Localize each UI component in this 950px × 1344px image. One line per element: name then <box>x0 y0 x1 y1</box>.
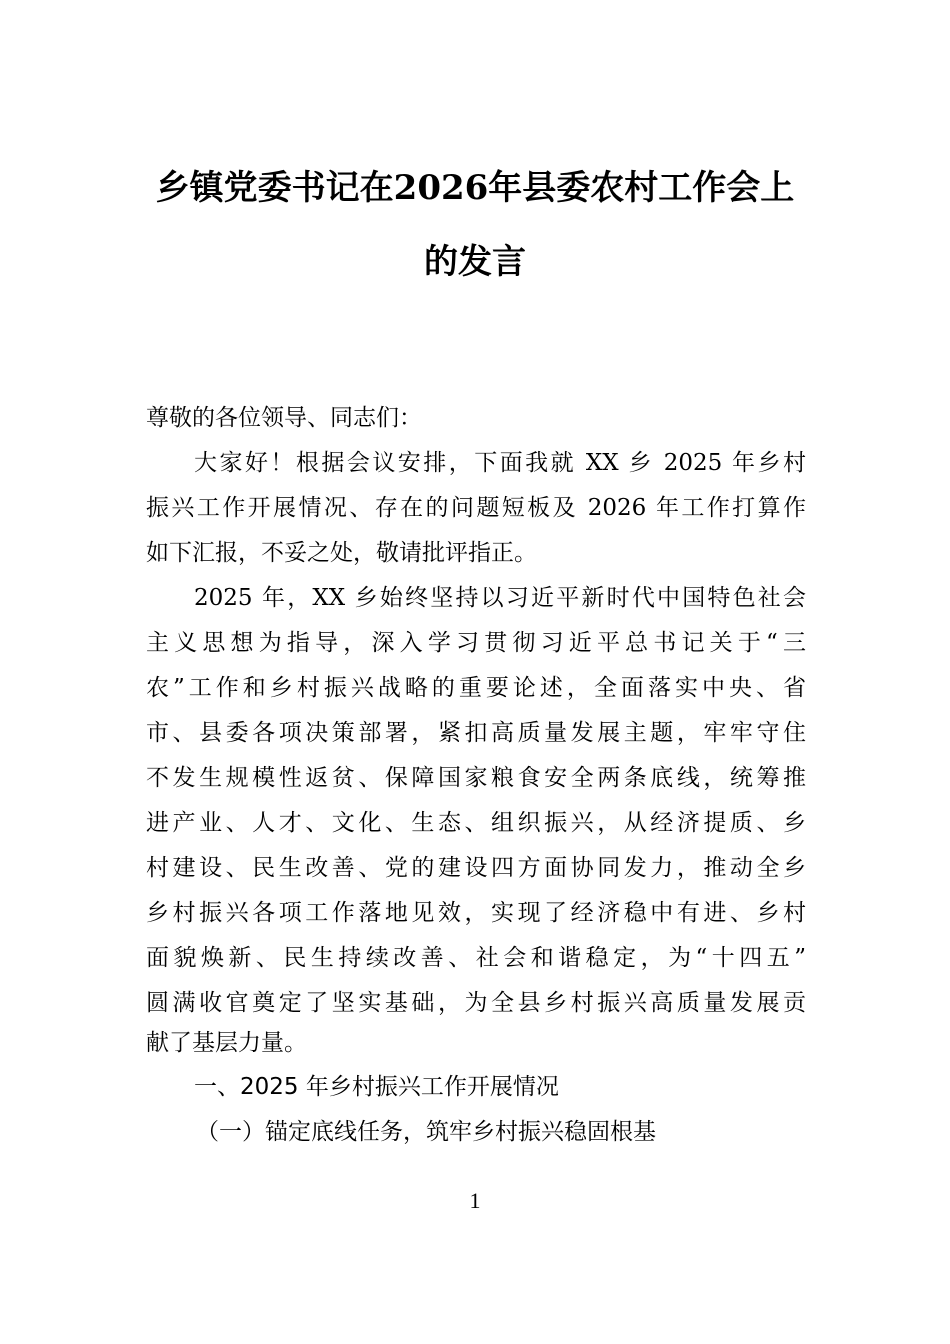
document-title-line-1: 乡镇党委书记在2026年县委农村工作会上 <box>155 168 795 208</box>
text-line: 乡村振兴各项工作落地见效，实现了经济稳中有进、乡村 <box>146 900 806 926</box>
section-heading-2: （一）锚定底线任务，筑牢乡村振兴稳固根基 <box>196 1119 656 1145</box>
page-number: 1 <box>469 1188 481 1213</box>
text-line: 村建设、民生改善、党的建设四方面协同发力，推动全乡 <box>146 855 806 881</box>
text-line: 市、县委各项决策部署，紧扣高质量发展主题，牢牢守住 <box>146 720 806 746</box>
document-title-line-2: 的发言 <box>424 242 526 282</box>
text-line: 面貌焕新、民生持续改善、社会和谐稳定，为“十四五” <box>146 945 806 971</box>
section-heading-1: 一、2025 年乡村振兴工作开展情况 <box>194 1074 559 1100</box>
text-line: 大家好！根据会议安排，下面我就 XX 乡 2025 年乡村 <box>194 450 806 476</box>
text-line: 进产业、人才、文化、生态、组织振兴，从经济提质、乡 <box>146 810 806 836</box>
text-line: 主义思想为指导，深入学习贯彻习近平总书记关于“三 <box>146 630 806 656</box>
salutation: 尊敬的各位领导、同志们： <box>146 405 422 431</box>
text-line: 献了基层力量。 <box>146 1030 307 1056</box>
text-line: 农”工作和乡村振兴战略的重要论述，全面落实中央、省 <box>146 675 806 701</box>
text-line: 如下汇报，不妥之处，敬请批评指正。 <box>146 540 537 566</box>
text-line: 振兴工作开展情况、存在的问题短板及 2026 年工作打算作 <box>146 495 806 521</box>
text-line: 不发生规模性返贫、保障国家粮食安全两条底线，统筹推 <box>146 765 806 791</box>
text-line: 圆满收官奠定了坚实基础，为全县乡村振兴高质量发展贡 <box>146 990 806 1016</box>
text-line: 2025 年，XX 乡始终坚持以习近平新时代中国特色社会 <box>194 585 806 611</box>
